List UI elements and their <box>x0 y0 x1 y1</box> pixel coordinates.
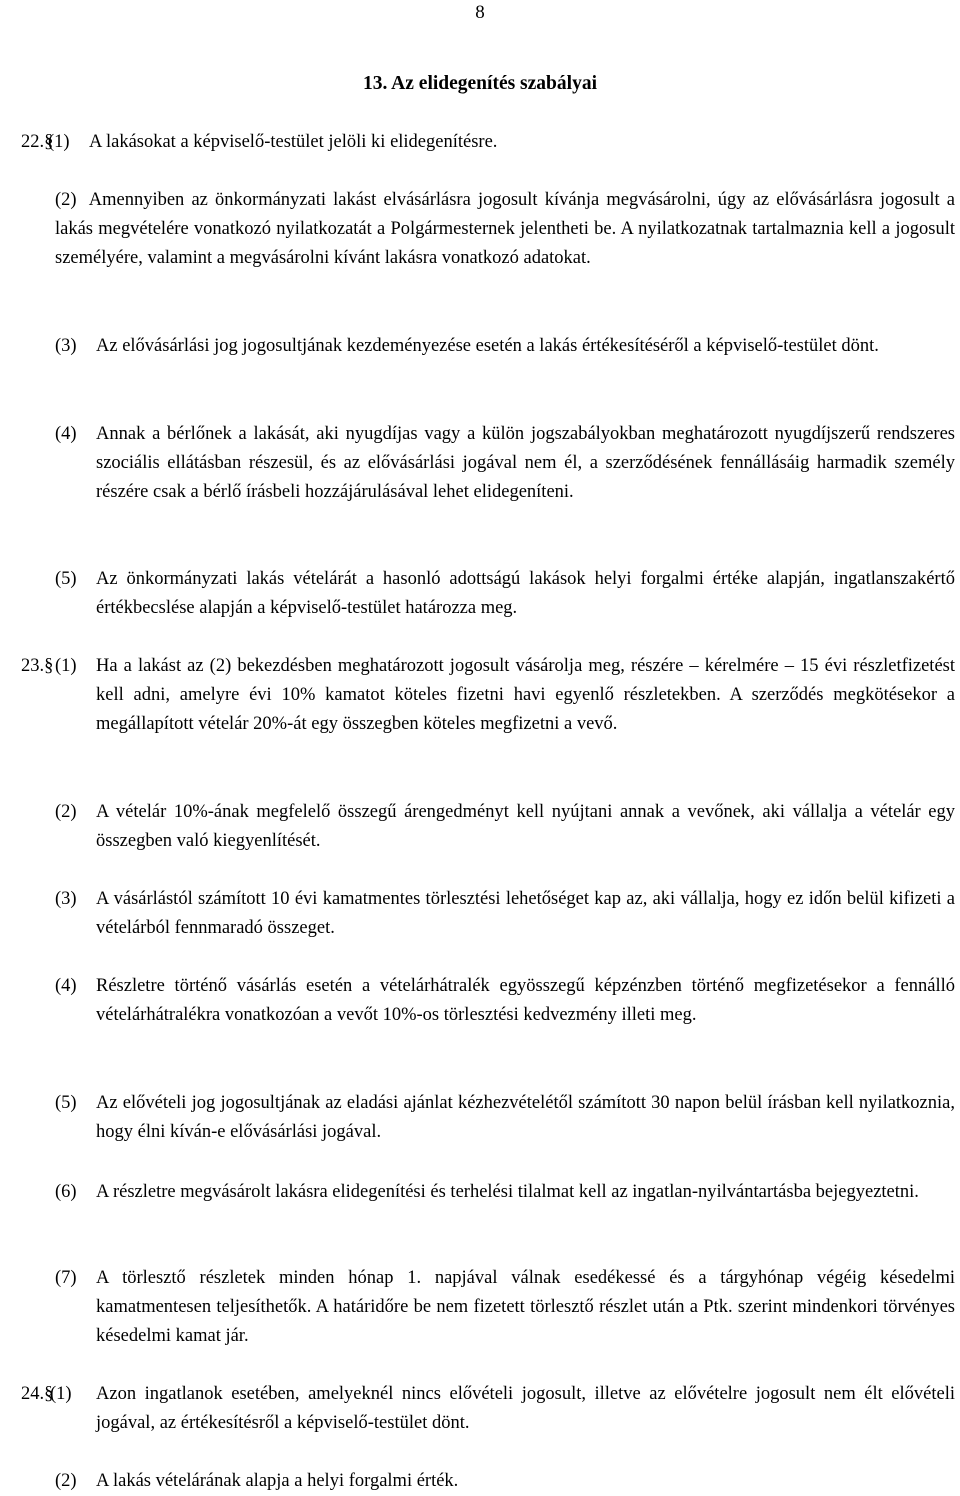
paragraph-text: A vételár 10%-ának megfelelő összegű árengedményt kell nyújtani annak a vevőnek, aki vállalja a vételár egy összegben való kiegyenlítését. <box>96 802 955 851</box>
section-heading: 13. Az elidegenítés szabályai <box>363 73 597 94</box>
paragraph-24-2 <box>55 1467 955 1496</box>
paragraph-text: Azon ingatlanok esetében, amelyeknél nincs elővételi jogosult, illetve az elővételre jogosult nem élt elővételi jogával, az értékesítésről a képviselő-testület dönt. <box>96 1384 955 1433</box>
paragraph-23-6 <box>55 1178 955 1207</box>
paragraph-22-3 <box>55 332 955 361</box>
paragraph-number: (1) <box>48 132 70 152</box>
paragraph-number: (5) <box>55 569 77 589</box>
paragraph-text: Részletre történő vásárlás esetén a vételárhátralék egyösszegű képzénzben történő megfizetésekor a fennálló vételárhátralékra vonatkozóan a vevőt 10%-os törlesztési kedvezmény illeti meg. <box>96 976 955 1025</box>
paragraph-text: Annak a bérlőnek a lakását, aki nyugdíjas vagy a külön jogszabályokban meghatározott nyugdíjszerű rendszeres szociális ellátásban részesül, és az elővásárlási jogával nem él, a szerződésének fennállásáig harmadik személy részére csak a bérlő írásbeli hozzájárulásával lehet elidegeníteni. <box>96 424 955 502</box>
paragraph-text: Az elővásárlási jog jogosultjának kezdeményezése esetén a lakás értékesítéséről a képviselő-testület dönt. <box>96 336 879 356</box>
paragraph-number: (7) <box>55 1268 77 1288</box>
paragraph-number: (4) <box>55 424 77 444</box>
paragraph-22-5 <box>55 565 955 623</box>
paragraph-number: (1) <box>55 656 77 676</box>
paragraph-text: A lakásokat a képviselő-testület jelöli ki elidegenítésre. <box>89 132 498 152</box>
paragraph-number: (3) <box>55 336 77 356</box>
paragraph-number: (2) <box>55 190 77 210</box>
paragraph-number: (5) <box>55 1093 77 1113</box>
section-number: 24.§ <box>21 1384 54 1404</box>
paragraph-text: A törlesztő részletek minden hónap 1. napjával válnak esedékessé és a tárgyhónap végéig késedelmi kamatmentesen teljesíthetők. A határidőre be nem fizetett törlesztő részlet után a Ptk. szerint mindenkori törvényes késedelmi kamat jár. <box>96 1268 955 1346</box>
paragraph-23-3 <box>55 885 955 943</box>
paragraph-number: (6) <box>55 1182 77 1202</box>
paragraph-22-2 <box>55 186 955 273</box>
section-number: 23.§ <box>21 656 54 676</box>
paragraph-number: (3) <box>55 889 77 909</box>
paragraph-number: (2) <box>55 802 77 822</box>
paragraph-24-1 <box>21 1380 955 1438</box>
paragraph-23-1 <box>21 652 955 739</box>
paragraph-number: (1) <box>50 1384 72 1404</box>
paragraph-text: Ha a lakást az (2) bekezdésben meghatározott jogosult vásárolja meg, részére – kérelmére – 15 évi részletfizetést kell adni, amelyre évi 10% kamatot köteles fizetni havi egyenlő részletekben. A szerződés megkötésekor a megállapított vételár 20%-át egy összegben köteles megfizetni a vevő. <box>96 656 955 734</box>
paragraph-number: (2) <box>55 1471 77 1491</box>
paragraph-23-4 <box>55 972 955 1030</box>
paragraph-text: A részletre megvásárolt lakásra elidegenítési és terhelési tilalmat kell az ingatlan-nyilvántartásba bejegyeztetni. <box>96 1182 919 1202</box>
paragraph-text: Az elővételi jog jogosultjának az eladási ajánlat kézhezvételétől számított 30 napon belül írásban kell nyilatkoznia, hogy élni kíván-e elővásárlási jogával. <box>96 1093 955 1142</box>
paragraph-23-5 <box>55 1089 955 1147</box>
paragraph-number: (4) <box>55 976 77 996</box>
paragraph-text: Amennyiben az önkormányzati lakást elvásárlásra jogosult kívánja megvásárolni, úgy az elővásárlásra jogosult a lakás megvételére vonatkozó nyilatkozatát a Polgármesternek jelentheti be. A nyilatkozatnak tartalmaznia kell a jogosult személyére, valamint a megvásárolni kívánt lakásra vonatkozó adatokat. <box>55 190 956 268</box>
paragraph-text: A vásárlástól számított 10 évi kamatmentes törlesztési lehetőséget kap az, aki vállalja, hogy ez időn belül kifizeti a vételárból fennmaradó összeget. <box>96 889 955 938</box>
paragraph-22-1 <box>21 128 955 157</box>
paragraph-text: A lakás vételárának alapja a helyi forgalmi érték. <box>96 1471 459 1491</box>
paragraph-23-2 <box>55 798 955 856</box>
paragraph-text: Az önkormányzati lakás vételárát a hasonló adottságú lakások helyi forgalmi értéke alapján, ingatlanszakértő értékbecslése alapján a képviselő-testület határozza meg. <box>96 569 955 618</box>
page-number: 8 <box>475 2 485 23</box>
section-number: 22.§ <box>21 132 54 152</box>
paragraph-23-7 <box>55 1264 955 1351</box>
paragraph-22-4 <box>55 420 955 507</box>
